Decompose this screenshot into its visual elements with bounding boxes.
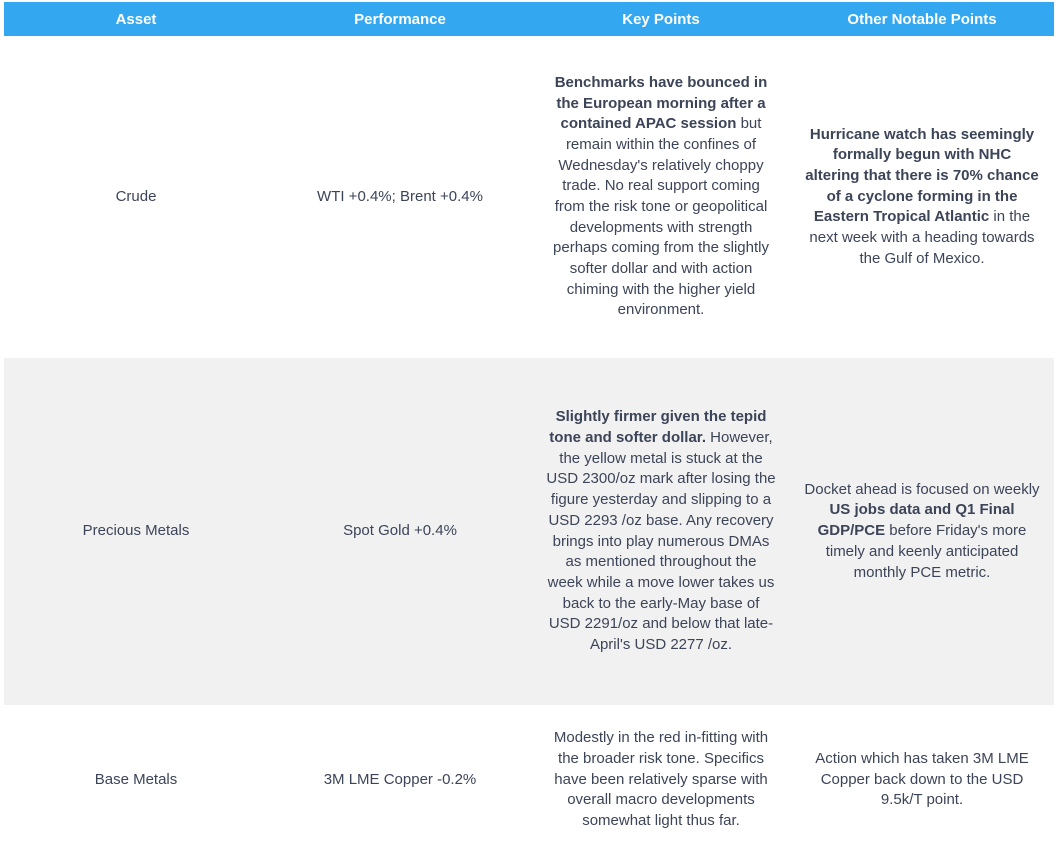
col-header-other-notable-points: Other Notable Points bbox=[790, 2, 1054, 36]
commodities-table-wrap bbox=[4, 2, 1054, 855]
cell-asset: Crude bbox=[4, 36, 268, 358]
text-segment: but remain within the confines of Wednesday's relatively choppy trade. No real support coming from the risk tone or geopolitical developments with strength perhaps coming from the slightly softer dollar and with action chiming with the higher yield environment. bbox=[553, 115, 769, 319]
cell-key-points bbox=[532, 705, 790, 855]
bold-text-segment: US jobs data and Q1 Final GDP/PCE bbox=[817, 501, 1015, 540]
bold-text-segment: Hurricane watch has seemingly formally begun with NHC altering that there is 70% chance of a cyclone forming in the Eastern Tropical Atlantic bbox=[805, 125, 1039, 226]
text-segment: before Friday's more timely and keenly anticipated monthly PCE metric. bbox=[825, 522, 1027, 581]
col-header-key-points: Key Points bbox=[532, 2, 790, 36]
text-segment: However, the yellow metal is stuck at the USD 2300/oz mark after losing the figure yesterday and slipping to a USD 2293 /oz base. Any recovery brings into play numerous DMAs as mentioned throughout the week while a move lower takes us back to the early-May base of USD 2291/oz and below that late-April's USD 2277 /oz. bbox=[546, 429, 776, 653]
header-row bbox=[4, 2, 1054, 36]
table-body bbox=[4, 36, 1054, 855]
text-segment: in the next week with a heading towards the Gulf of Mexico. bbox=[809, 208, 1035, 267]
cell-performance: Spot Gold +0.4% bbox=[268, 358, 532, 705]
table-header bbox=[4, 2, 1054, 36]
bold-text-segment: Benchmarks have bounced in the European morning after a contained APAC session bbox=[554, 73, 768, 133]
cell-key-points bbox=[532, 36, 790, 358]
text-segment: Modestly in the red in-fitting with the broader risk tone. Specifics have been relatively sparse with overall macro developments somewhat light thus far. bbox=[553, 729, 769, 830]
col-header-asset: Asset bbox=[4, 2, 268, 36]
text-segment: Action which has taken 3M LME Copper back down to the USD 9.5k/T point. bbox=[815, 749, 1029, 809]
commodities-table bbox=[4, 2, 1054, 855]
cell-asset: Base Metals bbox=[4, 705, 268, 855]
cell-other-notable-points bbox=[790, 358, 1054, 705]
text-segment: Docket ahead is focused on weekly bbox=[804, 480, 1040, 498]
col-header-performance: Performance bbox=[268, 2, 532, 36]
cell-key-points bbox=[532, 358, 790, 705]
cell-other-notable-points bbox=[790, 36, 1054, 358]
bold-text-segment: Slightly firmer given the tepid tone and softer dollar. bbox=[549, 408, 767, 447]
cell-performance: WTI +0.4%; Brent +0.4% bbox=[268, 36, 532, 358]
table-row bbox=[4, 358, 1054, 705]
cell-other-notable-points bbox=[790, 705, 1054, 855]
table-row bbox=[4, 36, 1054, 358]
cell-asset: Precious Metals bbox=[4, 358, 268, 705]
cell-performance: 3M LME Copper -0.2% bbox=[268, 705, 532, 855]
table-row bbox=[4, 705, 1054, 855]
